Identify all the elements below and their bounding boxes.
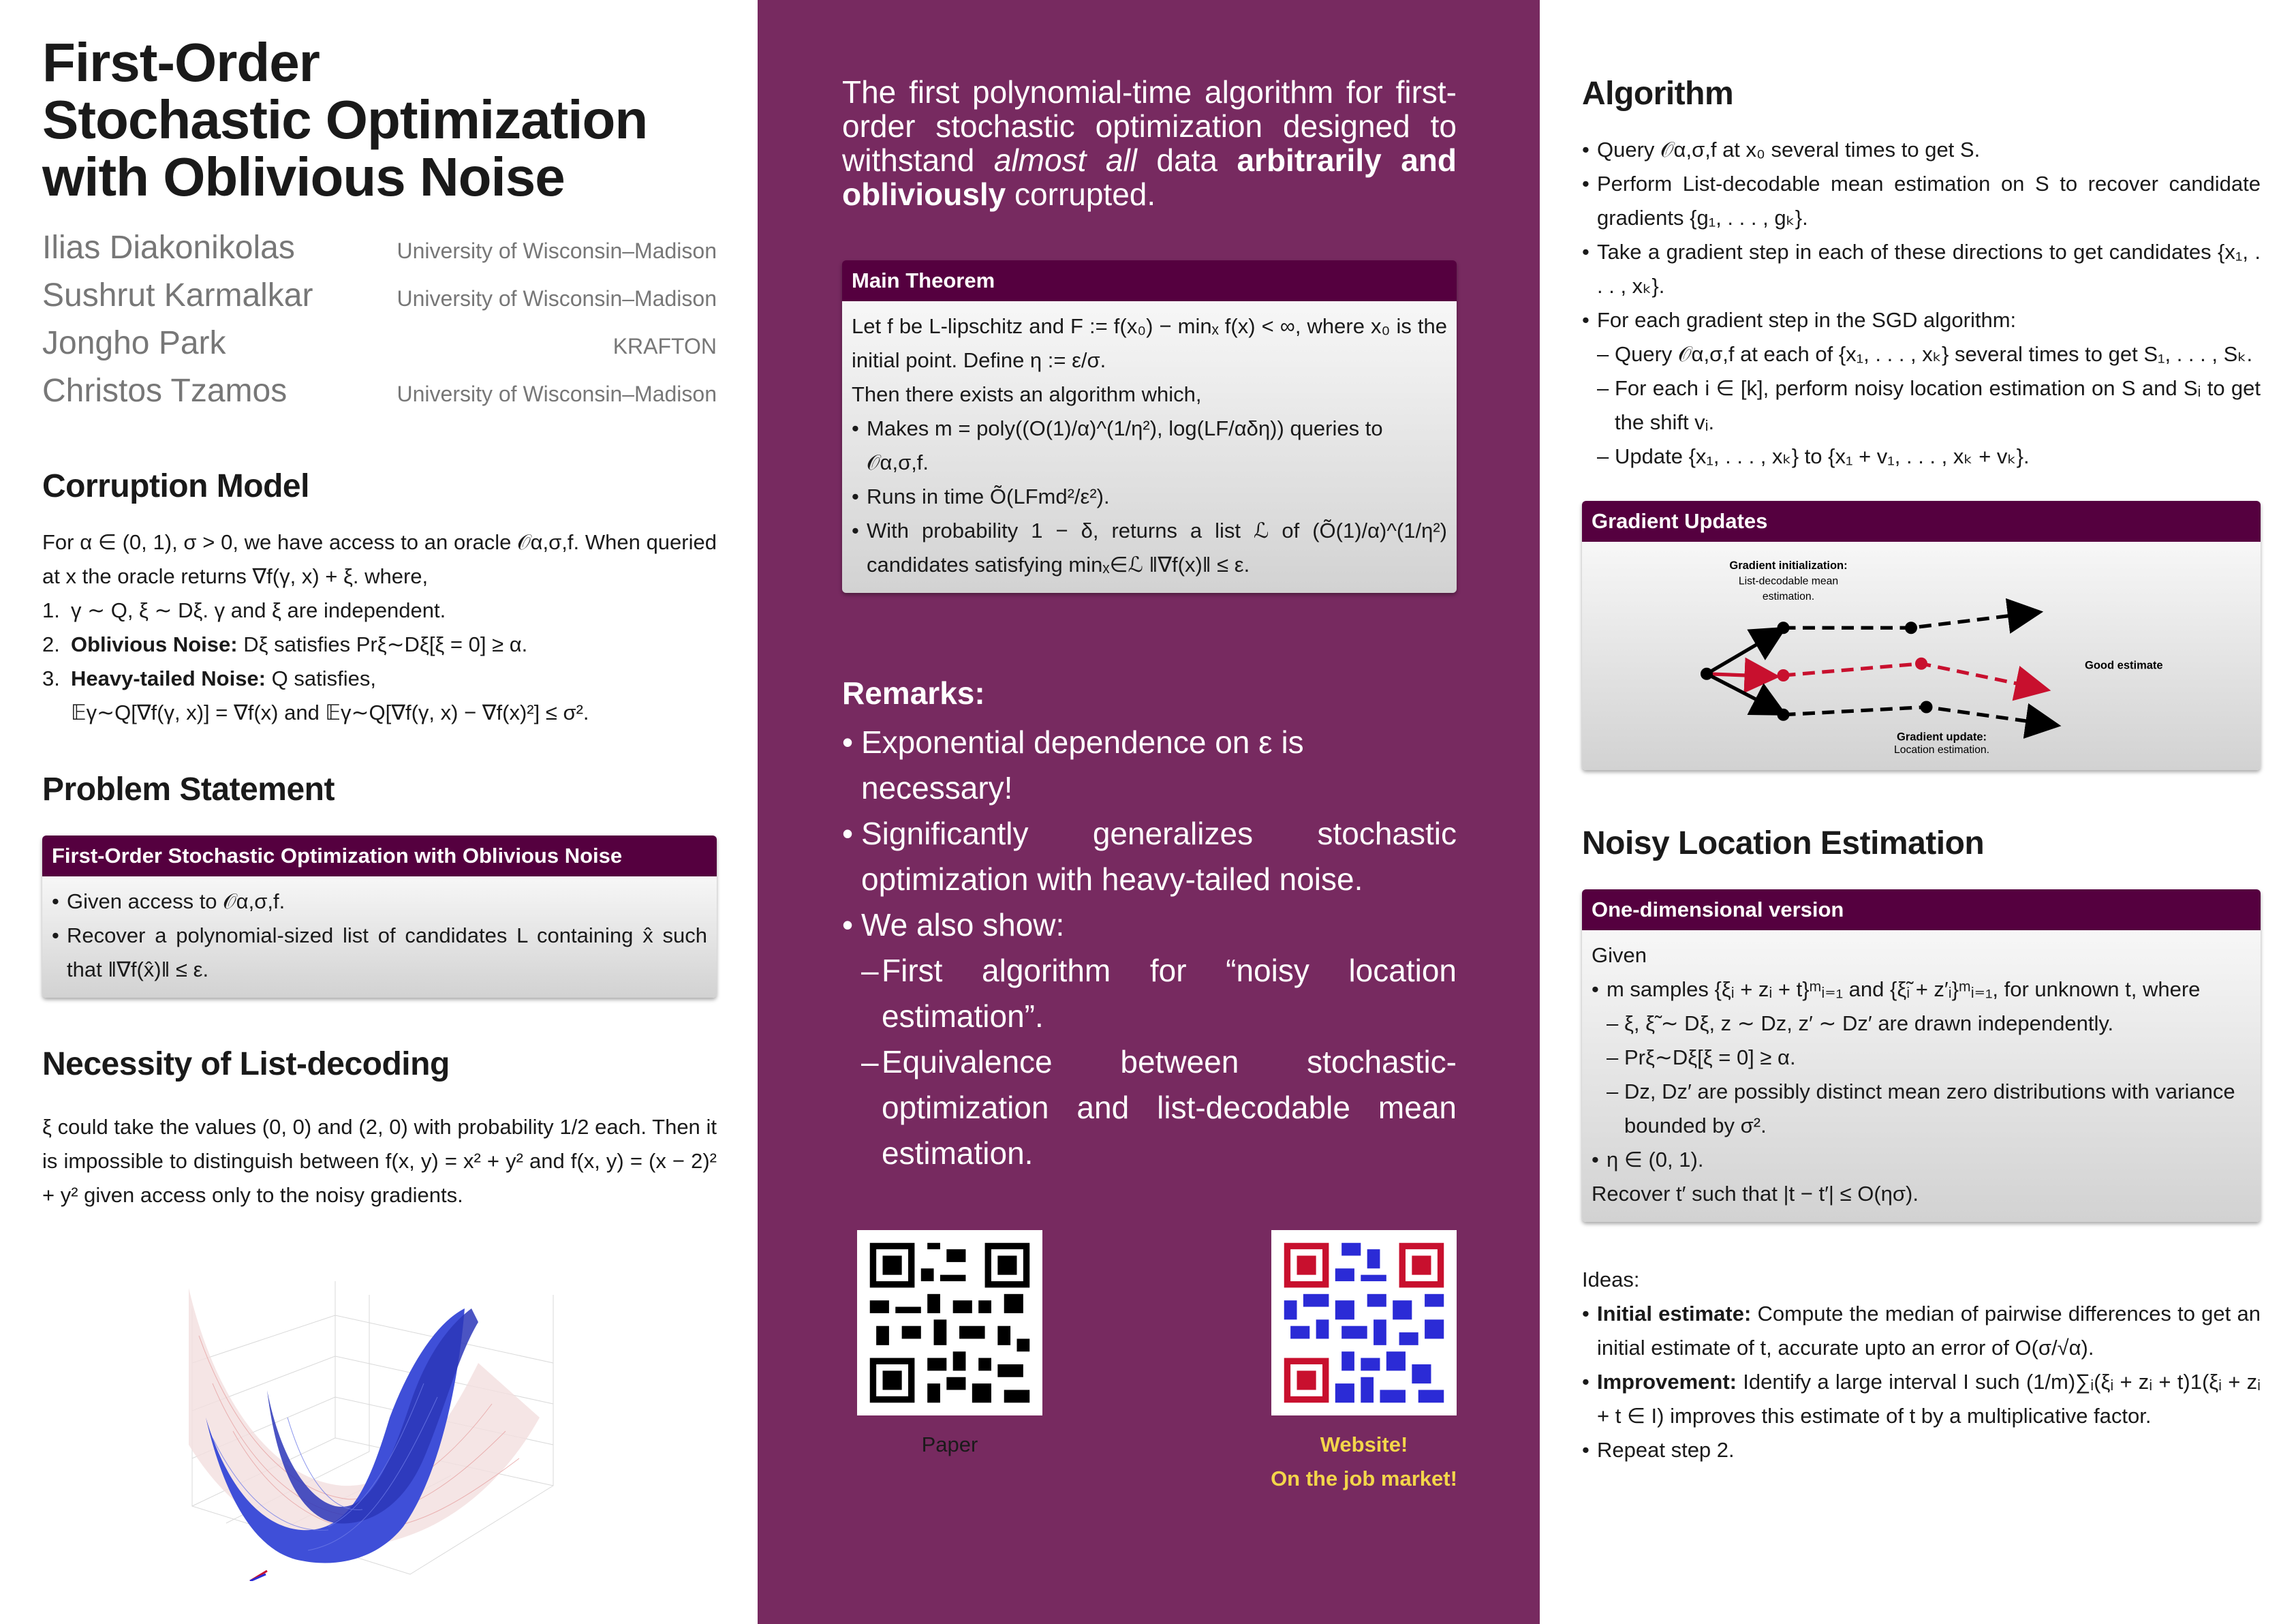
list-item: – Prξ∼Dξ[ξ = 0] ≥ α. [1607,1041,2251,1075]
website-label-line-1: Website! [1320,1433,1408,1456]
lead-text: corrupted. [1006,177,1156,212]
list-item: – Update {x₁, . . . , xₖ} to {x₁ + v₁, . . . , xₖ + vₖ}. [1597,440,2261,474]
list-item [1582,1365,2261,1433]
list-item: • Significantly generalizes stochastic optimization with heavy-tailed noise. [842,811,1457,902]
list-item: • Take a gradient step in each of these directions to get candidates {x₁, . . . , xₖ}. [1582,235,2261,303]
given-sublist [1607,1007,2251,1143]
candidate-node [1778,622,1790,634]
one-dimensional-box [1582,889,2261,1222]
author-row [42,277,717,324]
item-label: Heavy-tailed Noise: [71,667,266,690]
title-line-3: with Oblivious Noise [42,147,565,207]
corruption-intro: For α ∈ (0, 1), σ > 0, we have access to an oracle 𝒪α,σ,f. When queried at x the oracle returns ∇f(γ, x) + ξ. where, [42,530,717,588]
author-name: Jongho Park [42,325,226,361]
list-item: • Query 𝒪α,σ,f at x₀ several times to get S. [1582,133,2261,167]
algorithm-heading: Algorithm [1582,76,1734,112]
list-item: • Perform List-decodable mean estimation on S to recover candidate gradients {g₁, . . . , gₖ}. [1582,167,2261,235]
corruption-list [42,594,717,730]
author-affiliation: University of Wisconsin–Madison [397,239,717,263]
key-contribution [842,75,1457,211]
list-item [1582,303,2261,474]
one-dimensional-title: One-dimensional version [1582,889,2261,930]
candidate-node [1905,622,1917,634]
recover-text: Recover t′ such that |t − t′| ≤ O(ησ). [1592,1182,1919,1206]
poster-title [42,34,717,206]
algorithm-list [1582,133,2261,474]
item-text: Q satisfies, [266,667,376,690]
list-item: γ ∼ Q, ξ ∼ Dξ. γ and ξ are independent. [71,598,446,622]
update-path-good [1784,664,2045,690]
list-item: • Runs in time Õ(LFmd²/ε²). [852,480,1447,514]
lead-strong: arbitrarily and obliviously [842,142,1457,212]
update-label-title: Gradient update: [1896,731,1987,744]
main-theorem-box [842,260,1457,593]
idea-label: Initial estimate: [1597,1302,1752,1326]
start-node [1701,668,1713,680]
author-row [42,229,717,277]
gradient-updates-title: Gradient Updates [1582,501,2261,542]
author-name: Ilias Diakonikolas [42,230,295,266]
right-column [1540,0,2296,1624]
item-label: Oblivious Noise: [71,632,238,656]
paraboloid-surface-figure [185,1281,567,1581]
idea-text: Compute the median of pairwise differences to get an initial estimate of t, accurate upto an error of O(σ/√α). [1597,1302,2261,1360]
update-path [1784,707,2055,725]
idea-label: Improvement: [1597,1370,1737,1394]
ideas-list [1582,1297,2261,1467]
problem-box [42,836,717,998]
item-text: Dξ satisfies Prξ∼Dξ[ξ = 0] ≥ α. [237,632,528,656]
candidate-node-good [1915,658,1927,670]
author-row [42,324,717,372]
list-item [57,628,717,662]
website-qr-label [1252,1428,1476,1496]
list-item: • Exponential dependence on ε is necessary! [842,720,1457,811]
list-item: • η ∈ (0, 1). [1592,1143,2251,1177]
author-affiliation: University of Wisconsin–Madison [397,286,717,311]
initial-step-arrow [1707,630,1781,674]
list-item: • Makes m = poly((O(1)/α)^(1/η²), log(LF/αδη)) queries to 𝒪α,σ,f. [852,412,1447,480]
lead-emphasis: almost all [993,142,1137,178]
init-label-title: Gradient initialization: [1729,560,1848,572]
list-item: – First algorithm for “noisy location estimation”. [861,948,1457,1039]
author-list [42,229,717,420]
ideas-section [1582,1263,2261,1467]
author-row [42,372,717,420]
remarks-list [842,720,1457,1176]
noisy-location-heading: Noisy Location Estimation [1582,825,1985,861]
good-estimate-label: Good estimate [2085,659,2163,672]
given-label: Given [1592,943,1647,967]
author-name: Christos Tzamos [42,373,288,409]
list-item: • With probability 1 − δ, returns a list ℒ of (Õ(1)/α)^(1/η²) candidates satisfying minₓ∈ℒ ‖∇f(x)‖ ≤ ε. [852,514,1447,582]
title-line-2: Stochastic Optimization [42,89,648,150]
update-label-sub: Location estimation. [1893,744,1990,753]
paper-qr-label: Paper [921,1433,978,1456]
qr-code-row [857,1230,1457,1490]
list-item [1582,1297,2261,1365]
theorem-line: Then there exists an algorithm which, [852,382,1202,406]
problem-list [52,885,707,987]
list-item [842,902,1457,1176]
website-qr-code[interactable] [1271,1230,1457,1415]
corruption-section [42,525,717,730]
remarks-heading: Remarks: [842,675,985,711]
algorithm-sublist [1597,337,2261,474]
lead-text: data [1136,142,1237,178]
necessity-heading: Necessity of List-decoding [42,1046,450,1082]
algorithm-section [1582,133,2261,474]
theorem-list [852,412,1447,582]
website-label-line-2: On the job market! [1271,1467,1457,1490]
necessity-text: ξ could take the values (0, 0) and (2, 0) with probability 1/2 each. Then it is impossible to distinguish between f(x, y) = x² + y² and f(x, y) = (x − 2)² + y² given access only to the noisy gradients. [42,1115,717,1207]
init-label-sub: List-decodable mean [1738,575,1839,587]
problem-box-body [42,876,717,998]
list-item: – ξ, ξ̃ ∼ Dξ, z ∼ Dz, z′ ∼ Dz′ are drawn independently. [1607,1007,2251,1041]
one-dimensional-body [1582,930,2261,1222]
list-item: – Dz, Dz′ are possibly distinct mean zero distributions with variance bounded by σ². [1607,1075,2251,1143]
theorem-body [842,301,1457,593]
given-list [1592,972,2251,1177]
list-item: – For each i ∈ [k], perform noisy location estimation on S and Sᵢ to get the shift vᵢ. [1597,371,2261,440]
list-item: • Repeat step 2. [1582,1433,2261,1467]
list-item [57,662,717,730]
candidate-node [1778,709,1790,721]
list-item: • Given access to 𝒪α,σ,f. [52,885,707,919]
remark-text: We also show: [861,907,1065,943]
list-item [1592,972,2251,1143]
initial-step-arrow [1707,674,1781,712]
gradient-updates-diagram [1587,549,2255,753]
corruption-heading: Corruption Model [42,468,309,504]
ideas-label: Ideas: [1582,1268,1640,1291]
theorem-title: Main Theorem [842,260,1457,301]
remarks-sublist [861,948,1457,1176]
gradient-updates-body [1582,542,2261,770]
algo-step-text: For each gradient step in the SGD algorithm: [1597,308,2017,332]
theorem-line: Let f be L-lipschitz and F := f(x₀) − minₓ f(x) < ∞, where x₀ is the initial point. Define η := ε/σ. [852,314,1447,372]
gradient-updates-box [1582,501,2261,770]
list-item: – Equivalence between stochastic-optimization and list-decodable mean estimation. [861,1039,1457,1176]
remarks-section [842,720,1457,1176]
author-affiliation: University of Wisconsin–Madison [397,382,717,406]
problem-box-title: First-Order Stochastic Optimization with Oblivious Noise [42,836,717,876]
author-name: Sushrut Karmalkar [42,277,313,313]
lead-text: The first polynomial-time algorithm for first-order stochastic optimization designed to withstand [842,74,1457,178]
initial-step-arrow [1707,674,1773,677]
list-item: • Recover a polynomial-sized list of candidates L containing x̂ such that ‖∇f(x̂)‖ ≤ ε. [52,919,707,987]
author-affiliation: KRAFTON [612,334,717,358]
paper-qr-code[interactable] [857,1230,1042,1415]
list-item: – Query 𝒪α,σ,f at each of {x₁, . . . , xₖ} several times to get S₁, . . . , Sₖ. [1597,337,2261,371]
title-line-1: First-Order [42,32,320,93]
init-label-sub: estimation. [1762,591,1815,602]
sample-text: m samples {ξᵢ + zᵢ + t}ᵐᵢ₌₁ and {ξ̃ᵢ + z′ᵢ}ᵐᵢ₌₁, for unknown t, where [1607,977,2201,1001]
problem-heading: Problem Statement [42,771,335,808]
idea-text: Identify a large interval I such (1/m)∑ᵢ(ξᵢ + zᵢ + t)1(ξᵢ + zᵢ + t ∈ I) improves this estimate of t by a multiplicative factor. [1597,1370,2261,1428]
candidate-node-good [1778,669,1790,681]
candidate-node [1921,701,1933,714]
heavy-tail-formula: 𝔼γ∼Q[∇f(γ, x)] = ∇f(x) and 𝔼γ∼Q[∇f(γ, x) − ∇f(x)²] ≤ σ². [71,701,589,724]
